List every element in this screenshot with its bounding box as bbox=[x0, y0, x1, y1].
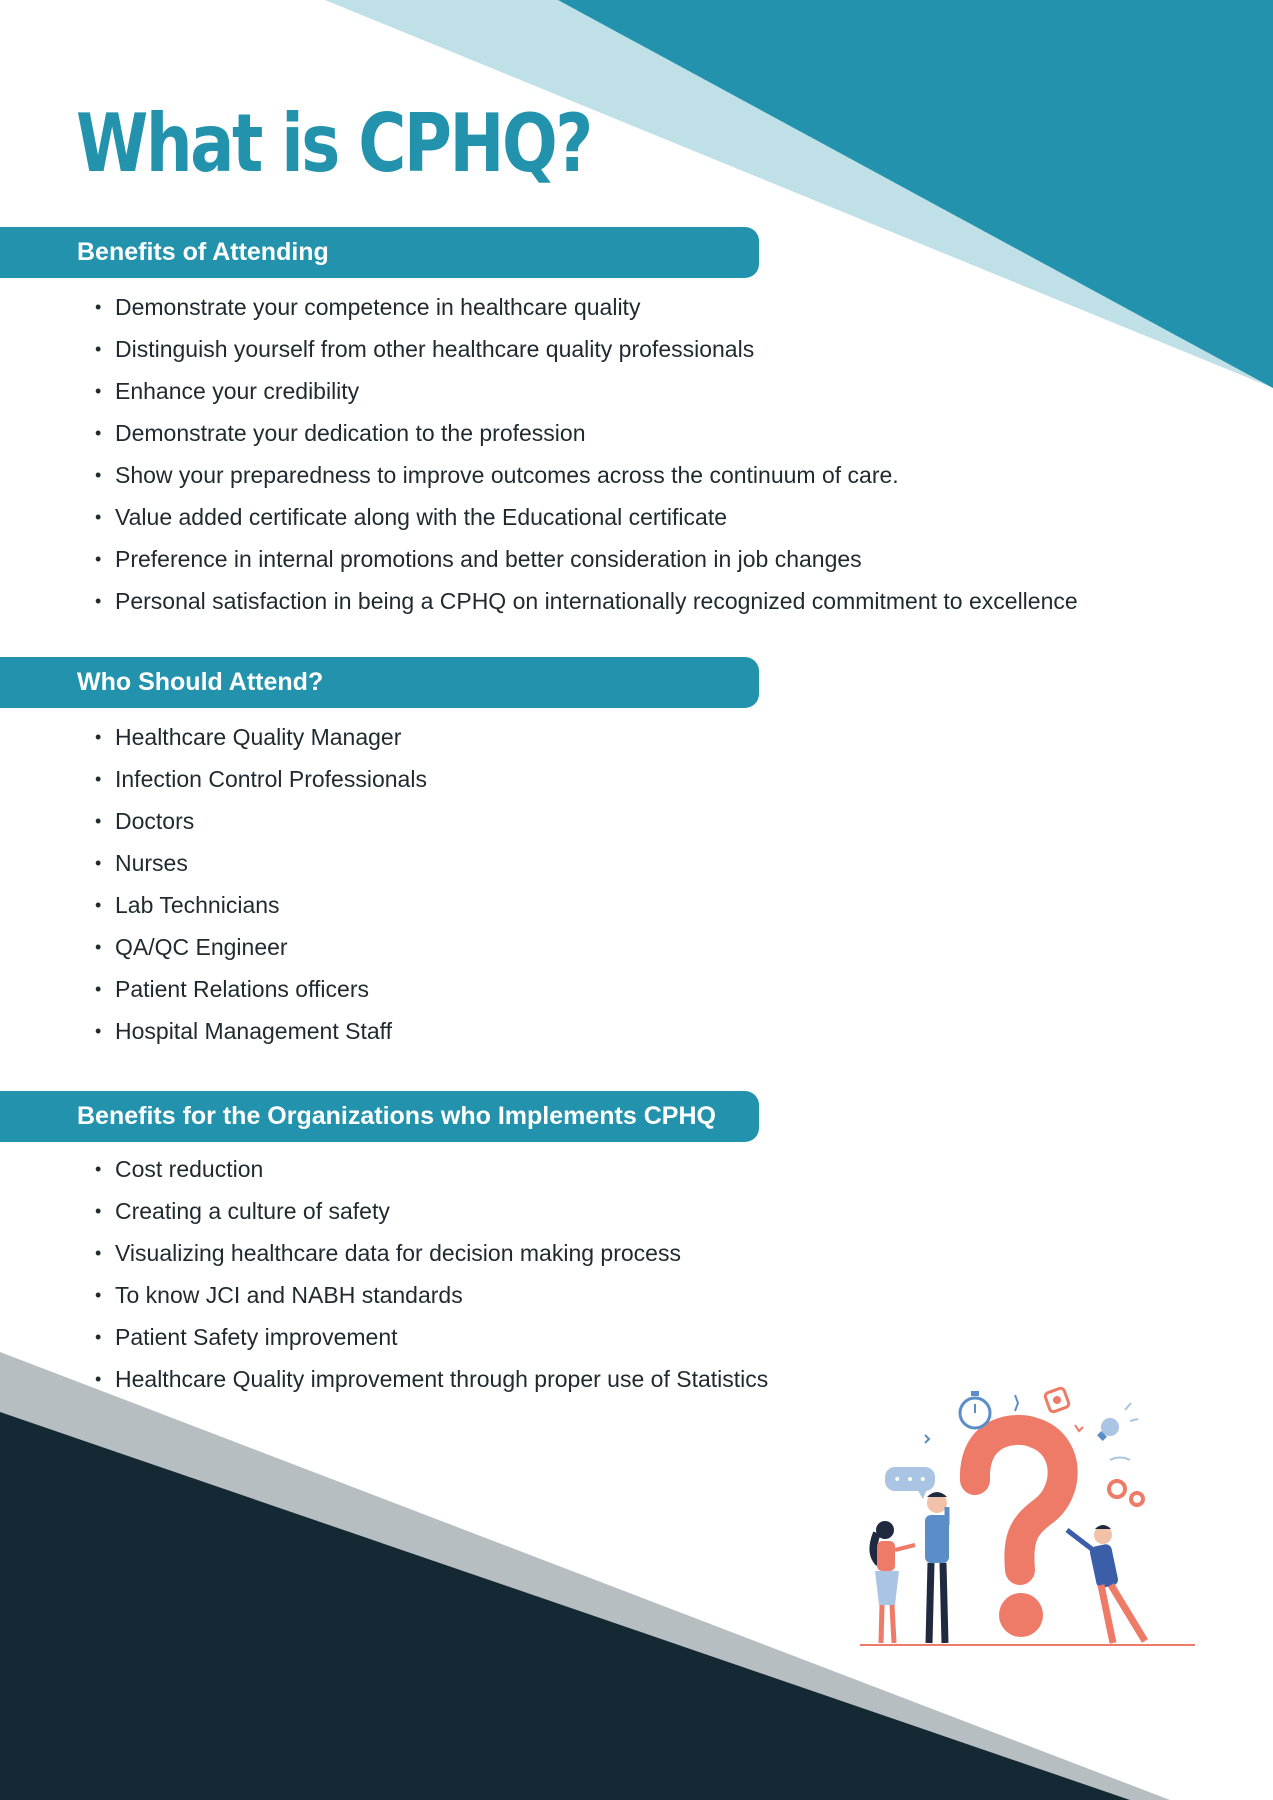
list-item: • Nurses bbox=[93, 848, 427, 890]
section-heading: Benefits for the Organizations who Implements CPHQ bbox=[77, 1102, 716, 1130]
list-item: • To know JCI and NABH standards bbox=[93, 1280, 768, 1322]
list-item: • Creating a culture of safety bbox=[93, 1196, 768, 1238]
list-item: • Visualizing healthcare data for decision making process bbox=[93, 1238, 768, 1280]
section-header-benefits-of-attending bbox=[0, 227, 759, 278]
question-mark-people-illustration bbox=[855, 1385, 1200, 1650]
who-should-attend-list bbox=[93, 722, 427, 1058]
speech-bubble-text: • • • bbox=[893, 1472, 927, 1488]
gears-icon bbox=[1109, 1481, 1143, 1505]
list-item: • Healthcare Quality improvement through proper use of Statistics bbox=[93, 1364, 768, 1406]
list-item: • QA/QC Engineer bbox=[93, 932, 427, 974]
page-title: What is CPHQ? bbox=[76, 97, 591, 190]
section-header-benefits-for-organizations bbox=[0, 1091, 759, 1142]
list-item: • Distinguish yourself from other healthcare quality professionals bbox=[93, 334, 1078, 376]
question-mark-dot bbox=[999, 1593, 1043, 1637]
benefits-for-organizations-list bbox=[93, 1154, 768, 1406]
stopwatch-icon bbox=[960, 1391, 990, 1428]
list-item: • Cost reduction bbox=[93, 1154, 768, 1196]
benefits-of-attending-list bbox=[93, 292, 1078, 628]
woman-figure bbox=[873, 1521, 915, 1643]
list-item: • Demonstrate your dedication to the profession bbox=[93, 418, 1078, 460]
list-item: • Patient Relations officers bbox=[93, 974, 427, 1016]
list-item: • Demonstrate your competence in healthcare quality bbox=[93, 292, 1078, 334]
list-item: • Doctors bbox=[93, 806, 427, 848]
man-figure bbox=[925, 1492, 949, 1643]
question-mark-icon bbox=[975, 1430, 1063, 1570]
speech-bubble-icon bbox=[885, 1467, 935, 1499]
section-heading: Who Should Attend? bbox=[77, 668, 324, 696]
list-item: • Lab Technicians bbox=[93, 890, 427, 932]
list-item: • Hospital Management Staff bbox=[93, 1016, 427, 1058]
list-item: • Show your preparedness to improve outcomes across the continuum of care. bbox=[93, 460, 1078, 502]
list-item: • Value added certificate along with the Educational certificate bbox=[93, 502, 1078, 544]
pushing-person-figure bbox=[1067, 1525, 1145, 1643]
list-item: • Enhance your credibility bbox=[93, 376, 1078, 418]
alarm-clock-icon bbox=[1044, 1387, 1070, 1413]
section-header-who-should-attend bbox=[0, 657, 759, 708]
section-heading: Benefits of Attending bbox=[77, 238, 329, 266]
list-item: • Preference in internal promotions and better consideration in job changes bbox=[93, 544, 1078, 586]
lightbulb-icon bbox=[1097, 1403, 1138, 1441]
list-item: • Infection Control Professionals bbox=[93, 764, 427, 806]
list-item: • Patient Safety improvement bbox=[93, 1322, 768, 1364]
list-item: • Healthcare Quality Manager bbox=[93, 722, 427, 764]
list-item: • Personal satisfaction in being a CPHQ on internationally recognized commitment to excellence bbox=[93, 586, 1078, 628]
